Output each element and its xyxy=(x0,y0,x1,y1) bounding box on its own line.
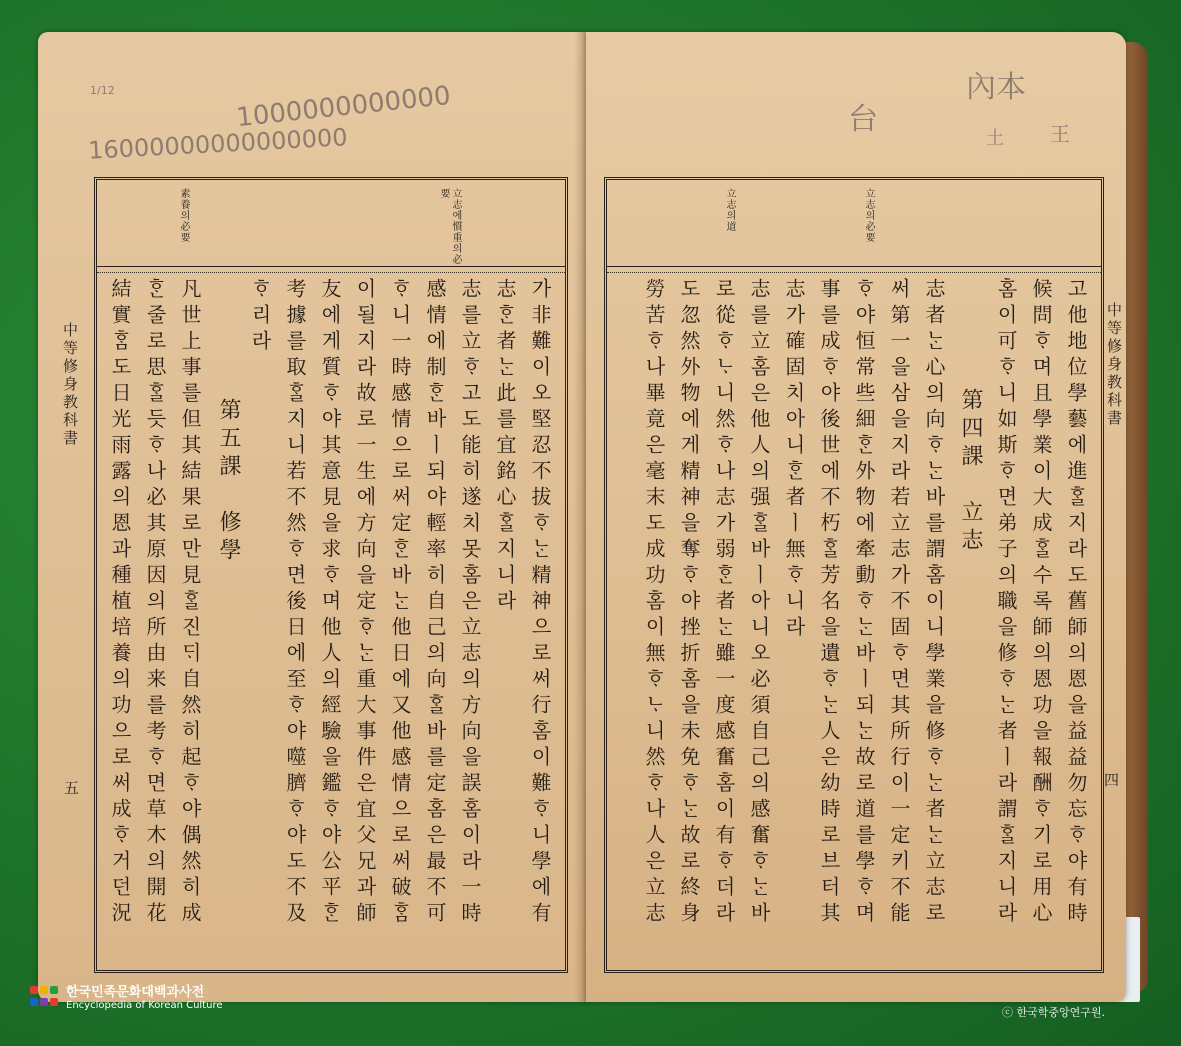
running-head: 中等修身教科書 xyxy=(61,322,79,448)
page-number: 五 xyxy=(64,779,80,797)
text-column: ᄒᆞᆫ줄로思ᄒᆞᆯ듯ᄒᆞ나必其原因의所由来를考ᄒᆞ면草木의開花 xyxy=(143,278,167,928)
header-note: 素養의必要 xyxy=(178,188,189,243)
text-column: 勞苦ᄒᆞ나畢竟은毫末도成功홈이無ᄒᆞᄂᆞ니然ᄒᆞ나人은立志 xyxy=(642,278,666,928)
running-head: 中等修身教科書 xyxy=(1105,302,1123,428)
text-column: 候問ᄒᆞ며且學業이大成ᄒᆞᆯ수록師의恩功을報酬ᄒᆞ기로用心 xyxy=(1029,278,1053,928)
text-column: 로從ᄒᆞᄂᆞ니然ᄒᆞ나志가弱ᄒᆞᆫ者ᄂᆞᆫ雖一度感奮홈이有ᄒᆞ더라 xyxy=(712,278,736,928)
text-column: 도忽然外物에게精神을奪ᄒᆞ야挫折홈을未免ᄒᆞᄂᆞᆫ故로終身 xyxy=(677,278,701,928)
header-note: 立志에慣重의必要 xyxy=(438,188,461,265)
pencil-mark-numbers-2: 16000000000000000 xyxy=(87,123,349,165)
text-column: 가非難이오堅忍不拔ᄒᆞᄂᆞᆫ精神으로써行홈이難ᄒᆞ니學에有 xyxy=(528,278,552,928)
text-column: 事를成ᄒᆞ야後世에不朽ᄒᆞᆯ芳名을遺ᄒᆞᄂᆞᆫ人은幼時로브터其 xyxy=(817,278,841,928)
pencil-mark: 王 xyxy=(1050,122,1070,146)
pencil-mark: 內本 xyxy=(966,70,1026,105)
watermark-english: Encyclopedia of Korean Culture xyxy=(66,1000,223,1011)
pencil-mark-numbers-1: 1000000000000 xyxy=(235,80,453,134)
text-column: 凡世上事를但其結果로만見ᄒᆞᆯ진ᄃᆡ自然히起ᄒᆞ야偶然히成 xyxy=(178,278,202,928)
watermark-korean: 한국민족문화대백과사전 xyxy=(66,985,205,1000)
header-note: 立志의道 xyxy=(724,188,735,232)
text-column: 友에게質ᄒᆞ야其意見을求ᄒᆞ며他人의經驗을鑑ᄒᆞ야公平ᄒᆞᆫ xyxy=(318,278,342,928)
header-divider xyxy=(97,266,565,273)
text-column: 써第一을삼을지라若立志가不固ᄒᆞ면其所行이一定키不能 xyxy=(887,278,911,928)
text-column: 고他地位學藝에進ᄒᆞᆯ지라도舊師의恩을益益勿忘ᄒᆞ야有時 xyxy=(1064,278,1088,928)
text-column: 홈이可ᄒᆞ니如斯ᄒᆞ면弟子의職을修ᄒᆞᄂᆞᆫ者ㅣ라謂ᄒᆞᆯ지니라 xyxy=(994,278,1018,928)
copyright-notice: ⓒ 한국학중앙연구원. xyxy=(1002,1006,1106,1019)
pencil-mark: 土 xyxy=(986,128,1004,149)
lesson-heading: 第五課 修學 xyxy=(216,398,241,566)
header-note: 立志의必要 xyxy=(863,188,874,243)
text-columns xyxy=(617,278,1091,964)
text-column: 志者ᄂᆞᆫ心의向ᄒᆞᄂᆞᆫ바를謂홈이니學業을修ᄒᆞᄂᆞᆫ者ᄂᆞᆫ立志로 xyxy=(922,278,946,928)
right-page xyxy=(586,32,1126,1002)
text-column: ᄒᆞ야恒常些細ᄒᆞᆫ外物에牽動ᄒᆞᄂᆞᆫ바ㅣ되ᄂᆞᆫ故로道를學ᄒᆞ며 xyxy=(852,278,876,928)
open-book xyxy=(38,22,1148,1022)
text-column: 志ᄒᆞᆫ者ᄂᆞᆫ此를宜銘心ᄒᆞᆯ지니라 xyxy=(493,278,517,616)
text-columns xyxy=(107,278,555,964)
text-frame xyxy=(604,177,1104,973)
lesson-heading: 第四課 立志 xyxy=(958,388,983,556)
marginal-header xyxy=(607,180,1101,267)
text-frame xyxy=(94,177,568,973)
left-page xyxy=(38,32,586,1002)
text-column: 感情에制ᄒᆞᆫ바ㅣ되야輕率히自己의向ᄒᆞᆯ바를定홈은最不可 xyxy=(423,278,447,928)
text-column: 이될지라故로一生에方向을定ᄒᆞᄂᆞᆫ重大事件은宜父兄과師 xyxy=(353,278,377,928)
page-number: 四 xyxy=(1104,771,1120,789)
text-column: ᄒᆞ리라 xyxy=(248,278,272,356)
text-column: 志가確固치아니ᄒᆞᆫ者ㅣ無ᄒᆞ니라 xyxy=(782,278,806,642)
header-divider xyxy=(607,266,1101,273)
text-column: 結實ᄒᆞᆷ도日光雨露의恩과種植培養의功으로써成ᄒᆞ거던況 xyxy=(108,278,132,928)
encyclopedia-logo xyxy=(30,986,222,1012)
marginal-header xyxy=(97,180,565,267)
text-column: 志를立홈은他人의强ᄒᆞᆯ바ㅣ아니오必須自己의感奮ᄒᆞᄂᆞᆫ바 xyxy=(747,278,771,928)
pencil-mark: 台 xyxy=(848,102,878,137)
pencil-mark-small: 1/12 xyxy=(90,84,115,97)
text-column: ᄒᆞ니一時感情으로써定ᄒᆞᆫ바ᄂᆞᆫ他日에又他感情으로써破ᄒᆞᆷ xyxy=(388,278,412,928)
text-column: 考據를取ᄒᆞᆯ지니若不然ᄒᆞ면後日에至ᄒᆞ야噬臍ᄒᆞ야도不及 xyxy=(283,278,307,928)
text-column: 志를立ᄒᆞ고도能히遂치못홈은立志의方向을誤홈이라一時 xyxy=(458,278,482,928)
logo-mark-icon xyxy=(30,986,60,1012)
